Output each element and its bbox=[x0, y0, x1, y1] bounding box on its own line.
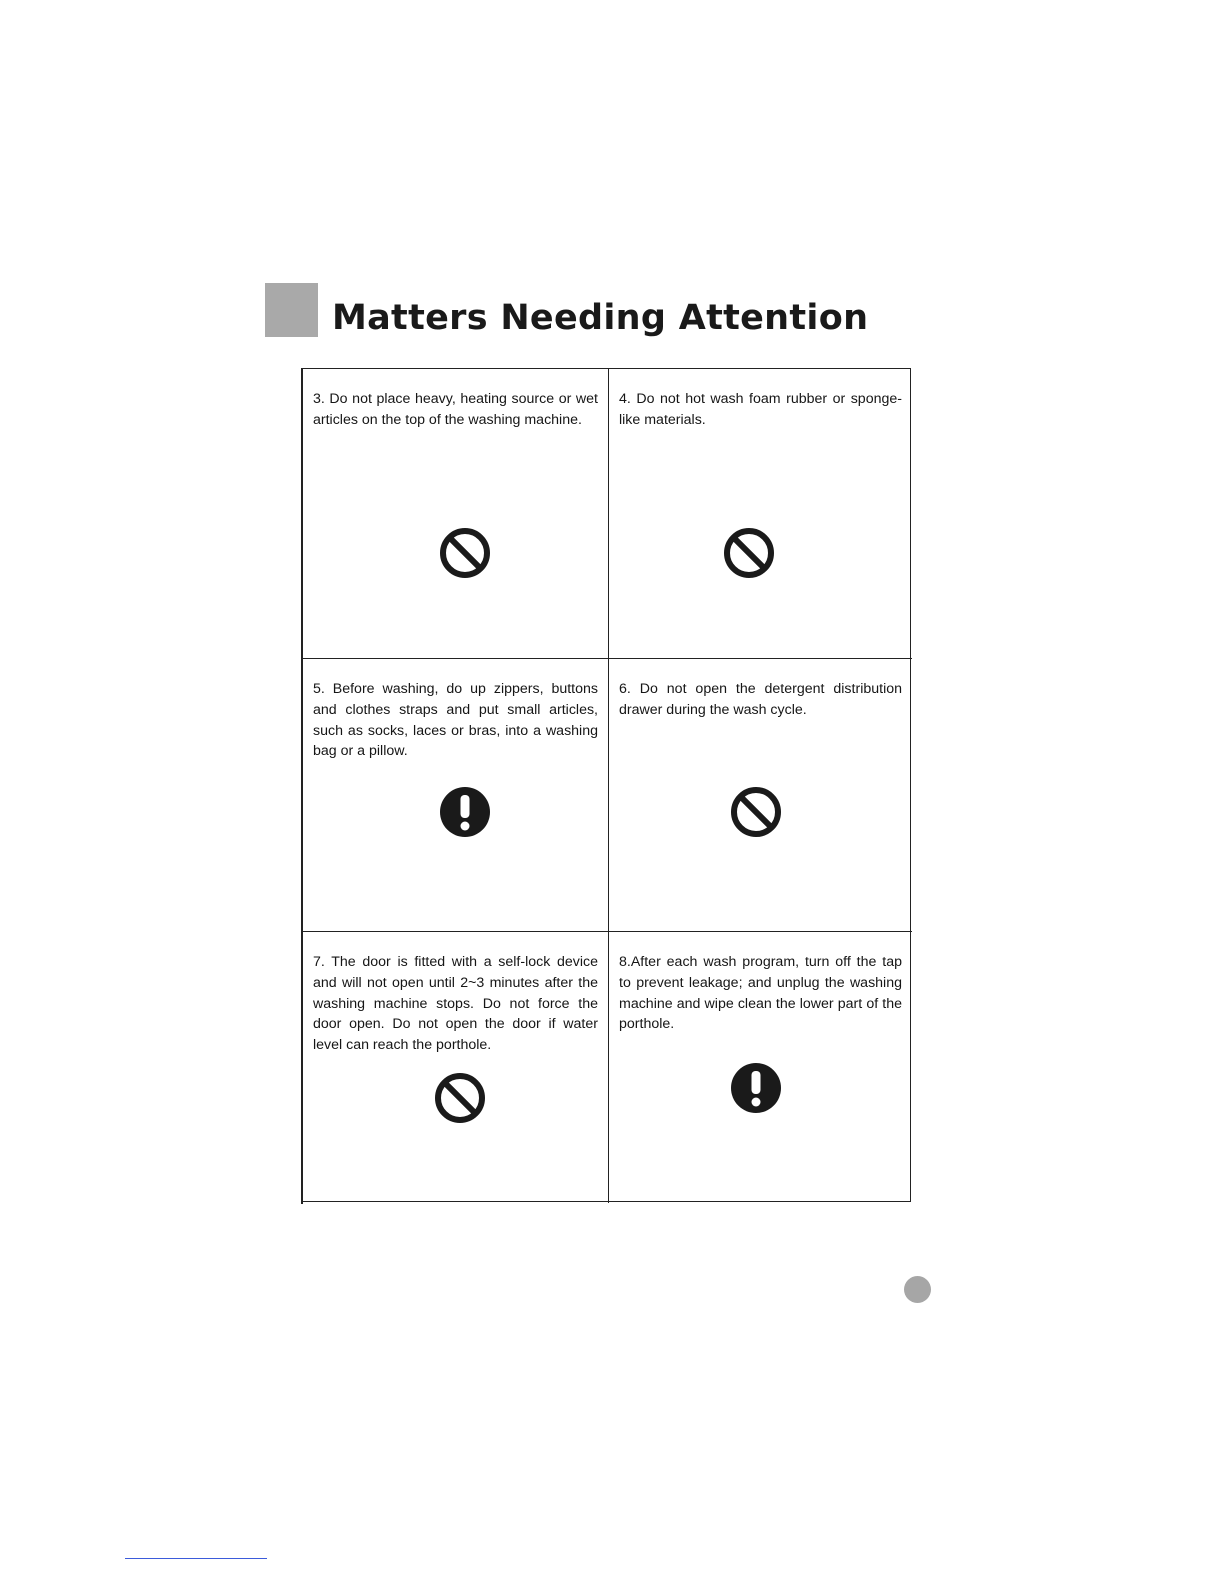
footer-rule bbox=[125, 1558, 267, 1559]
attention-item-text: 7. The door is fitted with a self-lock device and will not open until 2~3 minutes after the washing machine stops. Do not force the door open. Do not open the door if water level can reach the porthole. bbox=[313, 954, 598, 1054]
page-number-dot bbox=[904, 1276, 931, 1303]
attention-item-7 bbox=[303, 932, 609, 1203]
prohibition-icon bbox=[723, 527, 775, 579]
section-marker bbox=[265, 283, 318, 337]
page-title: Matters Needing Attention bbox=[332, 298, 869, 338]
attention-item-text: 8.After each wash program, turn off the tap to prevent leakage; and unplug the washing machine and wipe clean the lower part of the porthole. bbox=[619, 954, 902, 1033]
attention-item-4 bbox=[609, 369, 912, 659]
attention-item-text: 5. Before washing, do up zippers, buttons and clothes straps and put small articles, such as socks, laces or bras, into a washing bag or a pillow. bbox=[313, 681, 598, 760]
exclamation-icon bbox=[730, 1062, 782, 1114]
prohibition-icon bbox=[434, 1072, 486, 1124]
prohibition-icon bbox=[439, 527, 491, 579]
prohibition-icon bbox=[730, 786, 782, 838]
exclamation-icon bbox=[439, 786, 491, 838]
attention-item-text: 3. Do not place heavy, heating source or wet articles on the top of the washing machine. bbox=[313, 391, 598, 428]
attention-item-8 bbox=[609, 932, 912, 1203]
attention-item-5 bbox=[303, 659, 609, 932]
attention-item-text: 6. Do not open the detergent distribution drawer during the wash cycle. bbox=[619, 681, 902, 718]
attention-table bbox=[302, 368, 911, 1202]
attention-item-text: 4. Do not hot wash foam rubber or sponge-like materials. bbox=[619, 391, 902, 428]
attention-item-3 bbox=[303, 369, 609, 659]
attention-item-6 bbox=[609, 659, 912, 932]
